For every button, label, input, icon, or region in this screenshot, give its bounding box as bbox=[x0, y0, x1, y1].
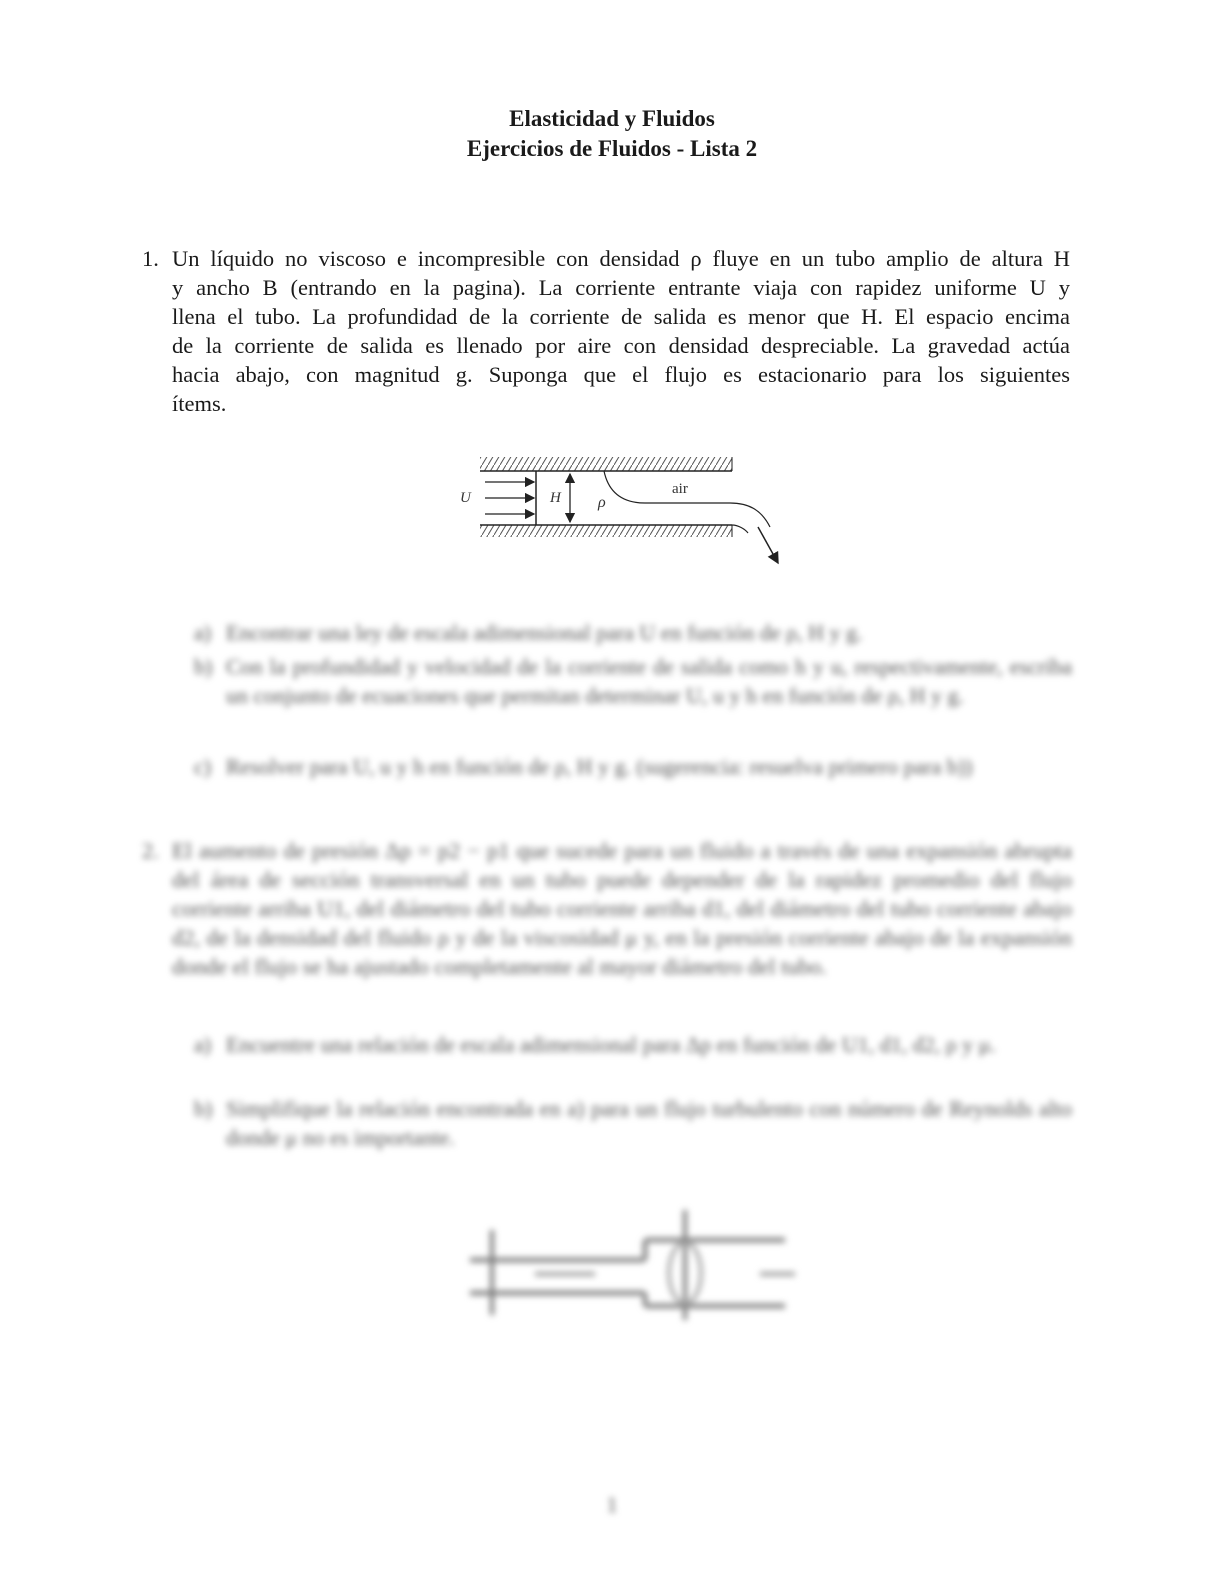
item-label: b) bbox=[194, 1096, 213, 1121]
problem-1-line: y ancho B (entrando en la pagina). La corriente entrante viaja con rapidez uniforme U y bbox=[172, 275, 1070, 300]
item-label: c) bbox=[194, 754, 212, 779]
item-text: Resolver para U, u y h en función de ρ, H y g. (sugerencia: resuelva primero para b)) bbox=[226, 754, 973, 779]
item-label: a) bbox=[194, 620, 212, 645]
outflow-lower-edge bbox=[732, 525, 748, 533]
page-number: 1 bbox=[606, 1492, 618, 1517]
item-text: Con la profundidad y velocidad de la corriente de salida como h y u, respectivamente, escriba un conjunto de ecuaciones que permitan determinar U, u y h en función de ρ, H y g. bbox=[226, 654, 1072, 708]
document-title: Elasticidad y Fluidos bbox=[509, 106, 715, 131]
problem-1-item-b bbox=[194, 652, 1072, 710]
problem-1-item-a bbox=[194, 618, 1072, 647]
height-label: H bbox=[550, 490, 561, 506]
item-text: Encontrar una ley de escala adimensional para U en función de ρ, H y g. bbox=[226, 620, 863, 645]
problem-1-line: de la corriente de salida es llenado por aire con densidad despreciable. La gravedad actúa bbox=[172, 333, 1070, 358]
problem-2-item-a bbox=[194, 1030, 1072, 1059]
air-label: air bbox=[672, 481, 688, 497]
density-label: ρ bbox=[598, 494, 606, 511]
channel-flow-figure bbox=[440, 445, 800, 575]
item-label: b) bbox=[194, 654, 213, 679]
problem-1-item-c bbox=[194, 752, 1072, 781]
document-subtitle: Ejercicios de Fluidos - Lista 2 bbox=[466, 136, 758, 161]
problem-1-number: 1. bbox=[142, 246, 159, 271]
inflow-speed-label: U bbox=[460, 490, 471, 506]
problem-2-item-b bbox=[194, 1094, 1072, 1152]
item-text: Encuentre una relación de escala adimensional para Δp en función de U1, d1, d2, ρ y μ. bbox=[226, 1032, 996, 1057]
problem-2-statement: El aumento de presión Δp = p2 − p1 que sucede para un fluido a través de una expansión abrupta del área de sección transversal en un tubo puede depender de la rapidez promedio del flujo corriente arriba U1, del diámetro del tubo corriente arriba d1, del diámetro del tubo corriente abajo d2, de la densidad del fluido ρ y de la viscosidad μ y, en la presión corriente abajo de la expansión donde el flujo se ha ajustado completamente al mayor diámetro del tubo. bbox=[172, 838, 1072, 979]
problem-1-line: hacia abajo, con magnitud g. Suponga que el flujo es estacionario para los siguientes bbox=[172, 362, 1070, 387]
problem-1-statement bbox=[172, 244, 1070, 418]
item-text: Simplifique la relación encontrada en a) para un flujo turbulento con número de Reynolds alto donde μ no es importante. bbox=[226, 1096, 1072, 1150]
outflow-arrow bbox=[758, 527, 778, 563]
free-surface bbox=[604, 471, 770, 527]
top-wall-hatch bbox=[480, 457, 732, 471]
problem-1-line: Un líquido no viscoso e incompresible con densidad ρ fluye en un tubo amplio de altura H bbox=[172, 246, 1070, 271]
item-label: a) bbox=[194, 1032, 212, 1057]
problem-2-number: 2. bbox=[142, 838, 159, 863]
sudden-expansion-figure bbox=[440, 1190, 820, 1320]
problem-1-line: llena el tubo. La profundidad de la corriente de salida es menor que H. El espacio encima bbox=[172, 304, 1070, 329]
bottom-wall-hatch bbox=[480, 525, 732, 537]
problem-1-line: ítems. bbox=[172, 391, 227, 416]
